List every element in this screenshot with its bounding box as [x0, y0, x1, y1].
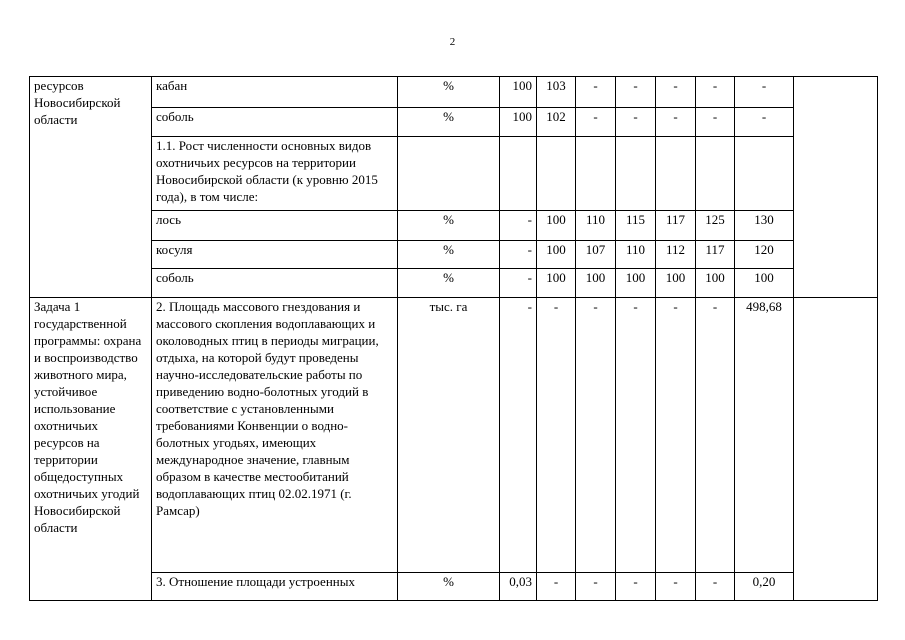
- indicator-name: кабан: [152, 77, 398, 108]
- value-cell: -: [500, 298, 537, 573]
- task-cell: ресурсов Новосибирской области: [30, 77, 152, 298]
- table-row: [30, 573, 878, 601]
- table-row: [30, 298, 878, 573]
- value-cell: 103: [537, 77, 576, 108]
- notes-cell: [794, 298, 878, 601]
- value-cell: [500, 137, 537, 211]
- value-cell: [537, 137, 576, 211]
- indicator-name: 2. Площадь массового гнездования и массового скопления водоплавающих и околоводных птиц в периоды миграции, отдыха, на которой будут проведены научно-исследовательские работы по приведению водно-болотных угодий в соответствие с установленными требованиями Конвенции о водно-болотных угодьях, имеющих международное значение, главным образом в качестве местообитаний водоплавающих птиц 02.02.1971 (г. Рамсар): [152, 298, 398, 573]
- value-cell: -: [735, 77, 794, 108]
- table-row: [30, 137, 878, 211]
- unit-cell: %: [398, 211, 500, 241]
- indicators-table: [29, 76, 878, 601]
- task-cell: Задача 1 государственной программы: охрана и воспроизводство животного мира, устойчивое использование охотничьих ресурсов на территории общедоступных охотничьих угодий Новосибирской области: [30, 298, 152, 601]
- value-cell: -: [500, 269, 537, 298]
- value-cell: -: [576, 573, 616, 601]
- value-cell: 107: [576, 241, 616, 269]
- unit-cell: [398, 137, 500, 211]
- table-row: [30, 269, 878, 298]
- indicator-name: лось: [152, 211, 398, 241]
- value-cell: -: [696, 77, 735, 108]
- value-cell: [735, 137, 794, 211]
- value-cell: [696, 137, 735, 211]
- value-cell: -: [616, 77, 656, 108]
- indicator-name: косуля: [152, 241, 398, 269]
- value-cell: [576, 137, 616, 211]
- indicator-name: 3. Отношение площади устроенных: [152, 573, 398, 601]
- value-cell: 110: [616, 241, 656, 269]
- value-cell: 100: [537, 211, 576, 241]
- notes-cell: [794, 77, 878, 298]
- value-cell: -: [656, 108, 696, 137]
- value-cell: -: [735, 108, 794, 137]
- value-cell: -: [616, 108, 656, 137]
- value-cell: 100: [500, 77, 537, 108]
- value-cell: -: [500, 211, 537, 241]
- value-cell: -: [616, 573, 656, 601]
- value-cell: -: [656, 77, 696, 108]
- value-cell: -: [576, 298, 616, 573]
- unit-cell: %: [398, 269, 500, 298]
- value-cell: -: [576, 77, 616, 108]
- value-cell: -: [696, 108, 735, 137]
- value-cell: [656, 137, 696, 211]
- value-cell: 100: [696, 269, 735, 298]
- value-cell: -: [500, 241, 537, 269]
- value-cell: -: [696, 298, 735, 573]
- unit-cell: %: [398, 108, 500, 137]
- value-cell: 102: [537, 108, 576, 137]
- unit-cell: %: [398, 77, 500, 108]
- page-number: 2: [449, 36, 456, 48]
- value-cell: 100: [656, 269, 696, 298]
- value-cell: 100: [537, 269, 576, 298]
- table-row: [30, 77, 878, 108]
- unit-cell: %: [398, 241, 500, 269]
- value-cell: 110: [576, 211, 616, 241]
- table-row: [30, 211, 878, 241]
- value-cell: 100: [537, 241, 576, 269]
- value-cell: 0,20: [735, 573, 794, 601]
- value-cell: 498,68: [735, 298, 794, 573]
- value-cell: 0,03: [500, 573, 537, 601]
- value-cell: 112: [656, 241, 696, 269]
- value-cell: -: [537, 298, 576, 573]
- value-cell: 130: [735, 211, 794, 241]
- value-cell: 117: [696, 241, 735, 269]
- table-row: [30, 241, 878, 269]
- unit-cell: %: [398, 573, 500, 601]
- unit-cell: тыс. га: [398, 298, 500, 573]
- value-cell: 115: [616, 211, 656, 241]
- value-cell: 117: [656, 211, 696, 241]
- value-cell: -: [656, 573, 696, 601]
- value-cell: -: [656, 298, 696, 573]
- indicator-name: соболь: [152, 269, 398, 298]
- indicator-name: соболь: [152, 108, 398, 137]
- value-cell: 120: [735, 241, 794, 269]
- value-cell: 100: [576, 269, 616, 298]
- table-row: [30, 108, 878, 137]
- value-cell: -: [696, 573, 735, 601]
- value-cell: 125: [696, 211, 735, 241]
- value-cell: 100: [500, 108, 537, 137]
- value-cell: 100: [735, 269, 794, 298]
- value-cell: -: [616, 298, 656, 573]
- indicator-name: 1.1. Рост численности основных видов охотничьих ресурсов на территории Новосибирской области (к уровню 2015 года), в том числе:: [152, 137, 398, 211]
- value-cell: [616, 137, 656, 211]
- value-cell: 100: [616, 269, 656, 298]
- value-cell: -: [576, 108, 616, 137]
- value-cell: -: [537, 573, 576, 601]
